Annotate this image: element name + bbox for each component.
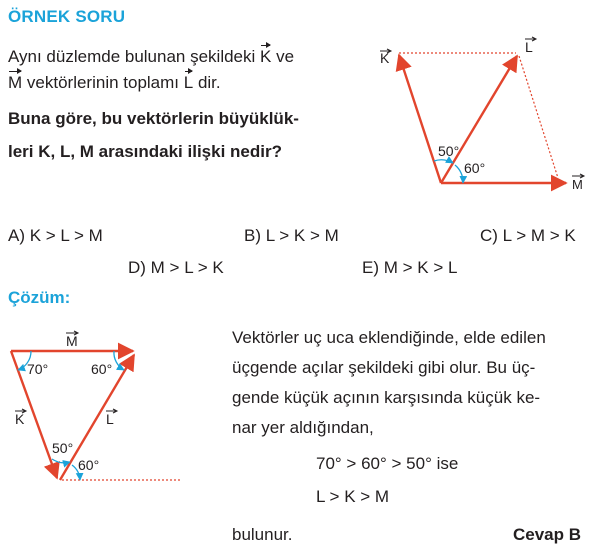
question-line-2 — [8, 70, 221, 96]
vector-figure — [370, 30, 596, 200]
vector-m-symbol: M — [8, 70, 22, 96]
dotted-guide-right — [519, 56, 558, 178]
figure2-label-l: L — [106, 411, 114, 427]
question-line-1 — [8, 44, 294, 70]
figure-label-m: M — [572, 177, 583, 192]
solution-angle-relation: 70° > 60° > 50° ise — [316, 454, 459, 473]
angle-label-50: 50° — [438, 143, 460, 159]
option-e[interactable]: E) M > K > L — [362, 258, 458, 277]
solution-result: L > K > M — [316, 487, 390, 506]
figure2-label-m: M — [66, 333, 78, 349]
solution-line-2: üçgende açılar şekildeki gibi olur. Bu üç- — [232, 358, 536, 377]
solution-heading: Çözüm: — [8, 288, 71, 307]
solution-line-1: Vektörler uç uca eklendiğinde, elde edilen — [232, 328, 546, 347]
triangle-figure — [0, 320, 220, 490]
figure-label-l: L — [525, 39, 533, 55]
question-text: Aynı düzlemde bulunan şekildeki — [8, 47, 261, 66]
angle-label-60: 60° — [464, 160, 486, 176]
angle-label-60-bottom: 60° — [78, 457, 100, 473]
angle-arc-50 — [434, 160, 453, 163]
question-text: dir. — [193, 73, 221, 92]
angle-arc-50 — [52, 459, 70, 463]
example-title: ÖRNEK SORU — [8, 7, 126, 26]
angle-arc-60-top — [114, 351, 124, 370]
solution-line-4: nar yer aldığından, — [232, 418, 374, 437]
question-bold-line-2: leri K, L, M arasındaki ilişki nedir? — [8, 142, 282, 161]
angle-label-50: 50° — [52, 440, 74, 456]
vector-l-symbol: L — [184, 70, 193, 96]
vector-k-symbol: K — [260, 44, 271, 70]
angle-arc-60 — [455, 165, 463, 183]
question-bold-line-1: Buna göre, bu vektörlerin büyüklük- — [8, 109, 299, 128]
option-d[interactable]: D) M > L > K — [128, 258, 224, 277]
solution-line-3: gende küçük açının karşısında küçük ke- — [232, 388, 541, 407]
option-b[interactable]: B) L > K > M — [244, 226, 339, 245]
option-a[interactable]: A) K > L > M — [8, 226, 103, 245]
figure2-label-k: K — [15, 411, 25, 427]
option-c[interactable]: C) L > M > K — [480, 226, 576, 245]
vector-k-arrow — [399, 55, 441, 183]
answer-label: Cevap B — [513, 525, 582, 544]
angle-label-60-top: 60° — [91, 361, 113, 377]
solution-end: bulunur. — [232, 525, 293, 544]
question-text: ve — [271, 47, 295, 66]
angle-label-70: 70° — [27, 361, 49, 377]
figure-label-k: K — [380, 50, 390, 66]
question-text: vektörlerinin toplamı — [22, 73, 184, 92]
